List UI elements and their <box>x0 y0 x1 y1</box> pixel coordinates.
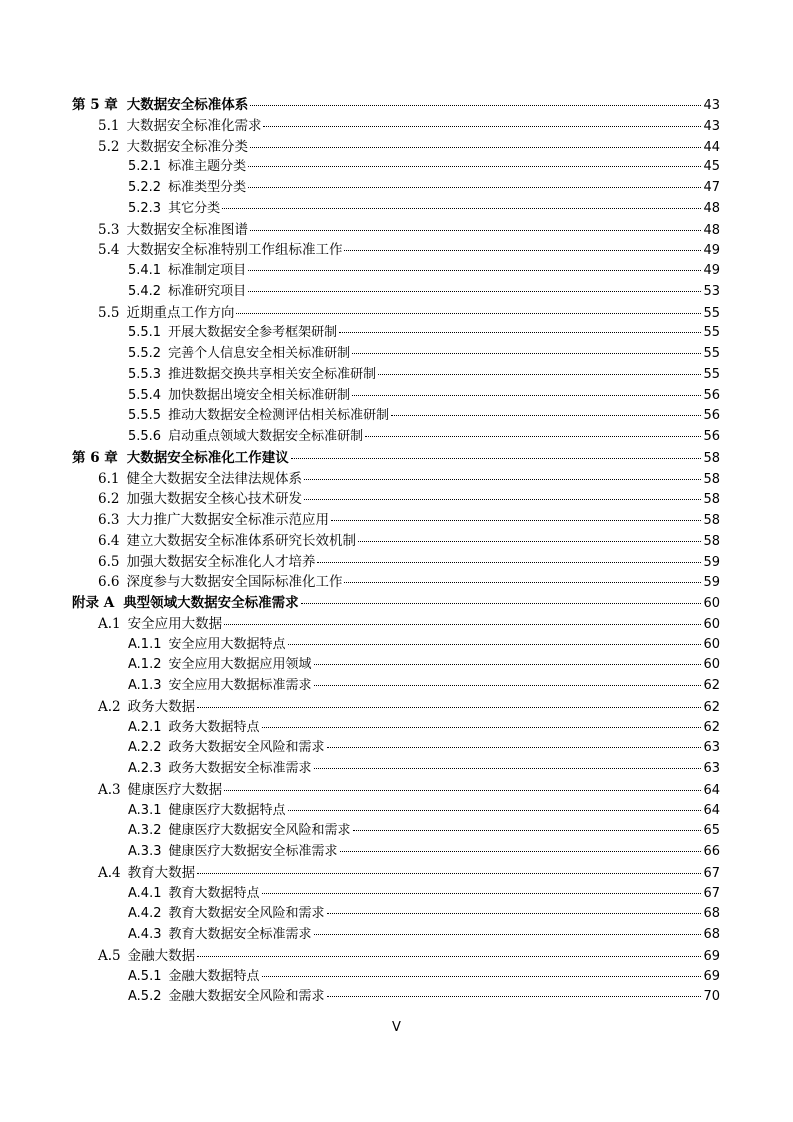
toc-dot-leader <box>262 727 702 728</box>
toc-entry[interactable] <box>128 925 720 945</box>
toc-entry-number: 5.2.3 <box>128 200 162 216</box>
toc-entry-title: 完善个人信息安全相关标准研制 <box>168 346 351 361</box>
toc-entry[interactable] <box>128 987 720 1007</box>
toc-entry-number: 5.4.1 <box>128 263 162 278</box>
toc-entry-number: 附录 A <box>72 595 115 611</box>
toc-dot-leader <box>304 499 701 500</box>
toc-entry-title: 典型领域大数据安全标准需求 <box>123 595 299 611</box>
toc-entry-number: 6.2 <box>98 491 120 508</box>
toc-entry-number: A.1 <box>98 615 121 632</box>
toc-entry-number: A.4.3 <box>128 927 162 942</box>
toc-dot-leader <box>222 208 701 209</box>
toc-entry-page: 69 <box>703 968 720 984</box>
toc-entry[interactable] <box>128 323 720 343</box>
toc-entry-page: 47 <box>703 180 720 195</box>
toc-dot-leader <box>224 790 701 791</box>
toc-dot-leader <box>391 415 701 416</box>
toc-dot-leader <box>378 374 701 375</box>
toc-entry[interactable] <box>128 884 720 904</box>
toc-entry-number: 5.5 <box>98 304 120 321</box>
toc-entry-number: 第 6 章 <box>72 449 118 466</box>
toc-dot-leader <box>224 624 701 625</box>
toc-entry-title: 其它分类 <box>168 200 221 216</box>
toc-entry[interactable] <box>98 489 720 509</box>
toc-entry-page: 58 <box>703 471 720 487</box>
toc-dot-leader <box>304 479 701 480</box>
toc-entry-page: 66 <box>703 844 720 859</box>
toc-entry-page: 64 <box>703 782 720 798</box>
toc-entry-title: 启动重点领域大数据安全标准研制 <box>168 429 364 444</box>
toc-entry-title: 大数据安全标准分类 <box>126 138 248 155</box>
toc-entry-page: 64 <box>703 802 720 818</box>
toc-entry-number: 5.5.3 <box>128 366 162 382</box>
toc-entry[interactable] <box>98 780 720 800</box>
toc-dot-leader <box>197 707 701 708</box>
toc-entry-page: 48 <box>703 200 720 216</box>
toc-entry-number: 5.2 <box>98 138 120 155</box>
toc-dot-leader <box>250 230 701 231</box>
toc-entry-title: 政务大数据安全风险和需求 <box>168 740 325 756</box>
toc-entry-number: A.5 <box>98 947 121 964</box>
toc-entry-page: 56 <box>703 408 720 424</box>
toc-entry-title: 政务大数据安全标准需求 <box>168 761 312 776</box>
toc-entry-number: A.1.2 <box>128 657 162 673</box>
toc-entry-title: 安全应用大数据应用领域 <box>168 657 312 673</box>
toc-entry-page: 60 <box>703 636 720 652</box>
toc-entry-title: 健康医疗大数据安全风险和需求 <box>168 823 351 839</box>
toc-entry-page: 69 <box>703 948 720 964</box>
toc-dot-leader <box>248 166 701 167</box>
toc-dot-leader <box>327 913 702 914</box>
toc-entry-number: A.3.3 <box>128 844 162 859</box>
toc-entry-page: 70 <box>703 989 720 1005</box>
toc-entry[interactable] <box>128 261 720 281</box>
toc-entry-page: 62 <box>703 699 720 715</box>
toc-entry-number: A.1.3 <box>128 678 162 693</box>
toc-entry-title: 健康医疗大数据安全标准需求 <box>168 844 338 859</box>
toc-entry-number: 6.4 <box>98 532 120 549</box>
toc-entry[interactable] <box>98 510 720 530</box>
toc-entry-title: 教育大数据安全风险和需求 <box>168 906 325 922</box>
toc-chapter-entry[interactable] <box>72 593 720 613</box>
toc-entry-page: 68 <box>703 906 720 922</box>
toc-entry-title: 健全大数据安全法律法规体系 <box>126 470 302 487</box>
toc-dot-leader <box>236 313 701 314</box>
toc-entry-title: 加强大数据安全核心技术研发 <box>126 491 302 508</box>
toc-entry[interactable] <box>128 427 720 447</box>
toc-entry-title: 教育大数据 <box>127 864 196 881</box>
toc-dot-leader <box>314 685 702 686</box>
toc-entry-page: 62 <box>703 678 720 693</box>
toc-entry-number: 5.2.1 <box>128 159 162 175</box>
toc-entry-number: 5.5.6 <box>128 429 162 444</box>
toc-entry-number: A.4.2 <box>128 906 162 922</box>
toc-entry-page: 65 <box>703 823 720 839</box>
toc-dot-leader <box>288 810 702 811</box>
toc-entry[interactable] <box>98 469 720 489</box>
toc-entry-title: 健康医疗大数据特点 <box>168 802 286 818</box>
toc-entry-page: 43 <box>703 118 720 134</box>
toc-entry[interactable] <box>98 863 720 883</box>
toc-dot-leader <box>340 851 702 852</box>
toc-entry-number: 6.6 <box>98 574 120 591</box>
toc-entry-number: A.2 <box>98 698 121 715</box>
toc-entry-title: 安全应用大数据标准需求 <box>168 678 312 693</box>
toc-entry[interactable] <box>128 821 720 841</box>
toc-entry-number: A.5.1 <box>128 968 162 984</box>
toc-entry-page: 49 <box>703 263 720 278</box>
toc-entry-number: A.3 <box>98 781 121 798</box>
toc-entry[interactable] <box>98 116 720 136</box>
toc-entry[interactable] <box>128 344 720 364</box>
toc-entry-title: 标准研究项目 <box>168 283 247 299</box>
toc-entry[interactable] <box>128 178 720 198</box>
toc-entry[interactable] <box>128 365 720 385</box>
toc-entry[interactable] <box>128 676 720 696</box>
toc-entry-title: 标准类型分类 <box>168 180 247 195</box>
toc-entry-title: 教育大数据特点 <box>168 885 260 901</box>
toc-entry-page: 68 <box>703 927 720 942</box>
toc-entry-title: 深度参与大数据安全国际标准化工作 <box>126 574 343 591</box>
toc-entry-number: 5.5.5 <box>128 408 162 424</box>
toc-entry-page: 58 <box>703 513 720 528</box>
toc-entry[interactable] <box>128 967 720 987</box>
toc-dot-leader <box>353 830 702 831</box>
toc-dot-leader <box>248 291 701 292</box>
toc-dot-leader <box>301 603 702 604</box>
toc-entry-title: 建立大数据安全标准体系研究长效机制 <box>126 532 356 549</box>
toc-entry-number: 第 5 章 <box>72 97 118 113</box>
toc-entry-number: A.1.1 <box>128 636 162 652</box>
toc-entry-title: 政务大数据 <box>127 698 196 715</box>
toc-entry[interactable] <box>128 157 720 177</box>
toc-dot-leader <box>291 458 702 459</box>
page-number: V <box>392 1020 401 1035</box>
toc-entry-title: 开展大数据安全参考框架研制 <box>168 325 338 341</box>
toc-entry[interactable] <box>128 759 720 779</box>
toc-entry-number: A.3.2 <box>128 823 162 839</box>
toc-dot-leader <box>327 996 702 997</box>
toc-dot-leader <box>288 644 702 645</box>
toc-entry-page: 58 <box>703 450 720 466</box>
toc-entry[interactable] <box>128 282 720 302</box>
toc-dot-leader <box>250 105 701 106</box>
toc-entry-title: 标准制定项目 <box>168 263 247 278</box>
toc-entry-number: 5.4.2 <box>128 283 162 299</box>
toc-entry[interactable] <box>128 738 720 758</box>
toc-entry-number: A.2.2 <box>128 740 162 756</box>
toc-entry-page: 56 <box>703 387 720 403</box>
toc-entry-page: 60 <box>703 596 720 611</box>
toc-entry-title: 金融大数据特点 <box>168 968 260 984</box>
toc-dot-leader <box>317 562 701 563</box>
toc-entry-page: 60 <box>703 616 720 632</box>
toc-entry[interactable] <box>128 655 720 675</box>
toc-entry-title: 大数据安全标准体系 <box>126 97 249 113</box>
toc-entry-title: 健康医疗大数据 <box>127 781 223 798</box>
toc-entry-title: 大数据安全标准图谱 <box>126 221 248 238</box>
toc-entry[interactable] <box>98 572 720 592</box>
toc-entry[interactable] <box>128 842 720 862</box>
toc-entry[interactable] <box>128 635 720 655</box>
toc-entry-number: A.4 <box>98 864 121 881</box>
toc-entry-number: 5.5.4 <box>128 387 162 403</box>
toc-entry[interactable] <box>128 386 720 406</box>
toc-entry-title: 金融大数据安全风险和需求 <box>168 989 325 1005</box>
toc-dot-leader <box>344 250 701 251</box>
toc-entry-number: 5.1 <box>98 117 120 134</box>
toc-entry-number: 5.2.2 <box>128 180 162 195</box>
toc-entry-title: 加快数据出境安全相关标准研制 <box>168 387 351 403</box>
toc-entry[interactable] <box>128 406 720 426</box>
toc-entry-page: 43 <box>703 98 720 113</box>
toc-entry-page: 55 <box>703 366 720 382</box>
toc-dot-leader <box>314 664 702 665</box>
toc-entry-page: 44 <box>703 139 720 155</box>
toc-entry[interactable] <box>128 801 720 821</box>
toc-dot-leader <box>250 147 701 148</box>
toc-entry-number: 6.5 <box>98 553 120 570</box>
toc-entry-page: 56 <box>703 429 720 444</box>
toc-entry-number: 5.3 <box>98 221 120 238</box>
toc-dot-leader <box>352 353 701 354</box>
toc-dot-leader <box>365 436 701 437</box>
toc-entry-page: 55 <box>703 325 720 341</box>
toc-dot-leader <box>314 934 702 935</box>
toc-dot-leader <box>262 976 702 977</box>
toc-entry-title: 大数据安全标准化工作建议 <box>126 449 289 466</box>
toc-chapter-entry[interactable] <box>72 448 720 468</box>
toc-entry-number: A.2.1 <box>128 719 162 735</box>
toc-entry-number: 5.5.1 <box>128 325 162 341</box>
toc-entry-title: 推进数据交换共享相关安全标准研制 <box>168 366 377 382</box>
toc-dot-leader <box>197 956 701 957</box>
toc-entry-page: 67 <box>703 865 720 881</box>
toc-dot-leader <box>327 747 702 748</box>
toc-entry[interactable] <box>98 240 720 260</box>
toc-entry-title: 推动大数据安全检测评估相关标准研制 <box>168 408 390 424</box>
toc-dot-leader <box>314 768 702 769</box>
toc-entry-title: 大数据安全标准特别工作组标准工作 <box>126 242 343 259</box>
toc-entry-page: 63 <box>703 740 720 756</box>
toc-entry-number: 6.3 <box>98 512 120 528</box>
toc-entry-number: A.2.3 <box>128 761 162 776</box>
toc-dot-leader <box>358 541 701 542</box>
toc-entry[interactable] <box>98 220 720 240</box>
toc-entry[interactable] <box>98 137 720 157</box>
toc-dot-leader <box>344 582 701 583</box>
toc-entry-title: 安全应用大数据 <box>127 615 223 632</box>
toc-entry-title: 教育大数据安全标准需求 <box>168 927 312 942</box>
toc-entry-number: 6.1 <box>98 470 120 487</box>
toc-dot-leader <box>263 126 701 127</box>
toc-dot-leader <box>197 873 701 874</box>
toc-entry-title: 金融大数据 <box>127 947 196 964</box>
toc-dot-leader <box>331 520 701 521</box>
toc-entry-page: 59 <box>703 554 720 570</box>
toc-entry-page: 55 <box>703 346 720 361</box>
toc-entry[interactable] <box>98 303 720 323</box>
toc-entry-title: 安全应用大数据特点 <box>168 636 286 652</box>
toc-entry-page: 49 <box>703 243 720 259</box>
toc-entry-title: 标准主题分类 <box>168 159 247 175</box>
toc-entry-number: A.5.2 <box>128 989 162 1005</box>
toc-dot-leader <box>339 332 701 333</box>
toc-entry-page: 62 <box>703 719 720 735</box>
toc-entry-number: 5.5.2 <box>128 346 162 361</box>
toc-entry-number: 5.4 <box>98 242 120 259</box>
toc-entry[interactable] <box>128 718 720 738</box>
toc-entry[interactable] <box>98 614 720 634</box>
toc-entry-page: 45 <box>703 159 720 175</box>
toc-entry-page: 58 <box>703 533 720 549</box>
toc-entry-title: 近期重点工作方向 <box>126 304 235 321</box>
toc-entry-title: 大力推广大数据安全标准示范应用 <box>126 512 329 528</box>
toc-entry[interactable] <box>98 552 720 572</box>
toc-entry-title: 大数据安全标准化需求 <box>126 117 262 134</box>
toc-entry-page: 63 <box>703 761 720 776</box>
toc-dot-leader <box>262 893 702 894</box>
toc-entry-title: 政务大数据特点 <box>168 719 260 735</box>
toc-entry[interactable] <box>98 946 720 966</box>
toc-dot-leader <box>248 270 701 271</box>
toc-entry-page: 55 <box>703 305 720 321</box>
toc-entry-page: 60 <box>703 657 720 673</box>
toc-entry[interactable] <box>98 531 720 551</box>
toc-entry-number: A.3.1 <box>128 802 162 818</box>
toc-dot-leader <box>352 395 701 396</box>
toc-entry-page: 53 <box>703 283 720 299</box>
toc-entry-page: 67 <box>703 885 720 901</box>
toc-entry[interactable] <box>128 199 720 219</box>
toc-chapter-entry[interactable] <box>72 95 720 115</box>
toc-entry[interactable] <box>98 697 720 717</box>
toc-entry-page: 58 <box>703 492 720 508</box>
toc-entry-page: 48 <box>703 222 720 238</box>
toc-entry-page: 59 <box>703 575 720 591</box>
toc-entry[interactable] <box>128 904 720 924</box>
toc-entry-number: A.4.1 <box>128 885 162 901</box>
toc-dot-leader <box>248 187 701 188</box>
toc-entry-title: 加强大数据安全标准化人才培养 <box>126 553 316 570</box>
